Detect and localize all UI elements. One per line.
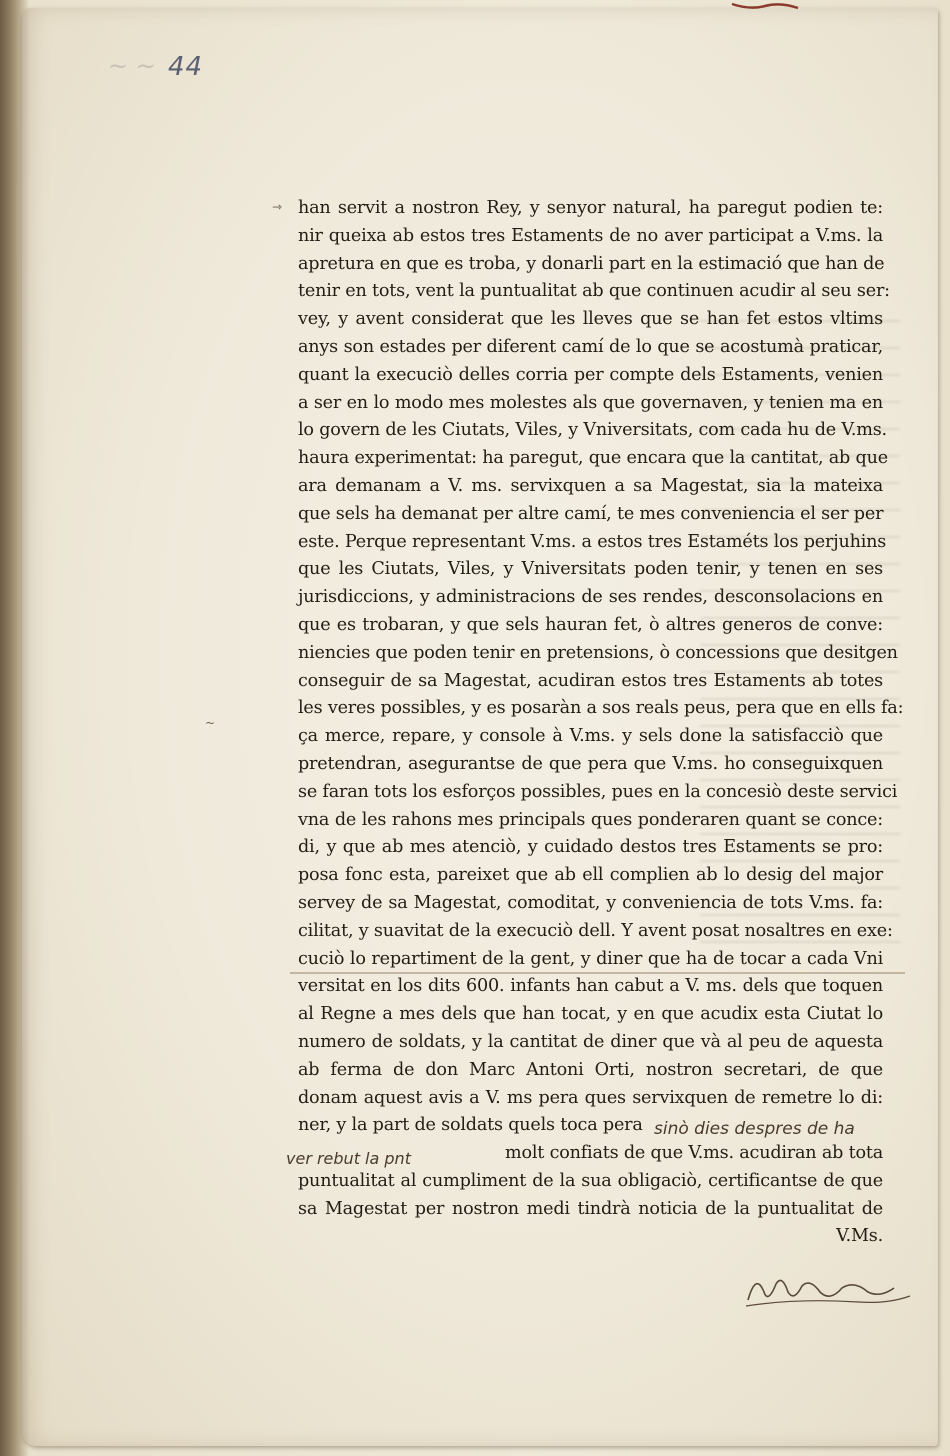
- text-line: cilitat, y suavitat de la execuciò dell. Y avent posat nosaltres en exe:: [298, 920, 893, 941]
- text-line: numero de soldats, y la cantitat de diner que và al peu de aquesta: [298, 1031, 883, 1052]
- folio-number: 44: [168, 52, 204, 82]
- text-line: di, y que ab mes atenciò, y cuidado destos tres Estaments se pro:: [298, 837, 883, 858]
- page-crease: [290, 972, 905, 974]
- text-line: vey, y avent considerat que les lleves que se han fet estos vltims: [298, 309, 883, 330]
- text-line: puntualitat al cumpliment de la sua obligaciò, certificantse de que: [298, 1170, 883, 1191]
- text-line: conseguir de sa Magestat, acudiran estos tres Estaments ab totes: [298, 670, 883, 691]
- text-line: apretura en que es troba, y donarli part en la estimació que han de: [298, 253, 885, 274]
- folio-ghost-mark: ~ ~: [108, 52, 156, 80]
- text-line: vna de les rahons mes principals ques ponderaren quant se conce:: [298, 809, 883, 830]
- text-line: posa fonc esta, pareixet que ab ell complien ab lo desig del major: [298, 865, 883, 886]
- text-line: ab ferma de don Marc Antoni Orti, nostron secretari, de que: [298, 1059, 883, 1080]
- text-line: ner, y la part de soldats quels toca pera: [298, 1115, 643, 1136]
- text-line: ça merce, repare, y console à V.ms. y sels done la satisfacciò que: [298, 726, 883, 747]
- text-line: lo govern de les Ciutats, Viles, y Vniversitats, com cada hu de V.ms.: [298, 420, 887, 441]
- text-line: niencies que poden tenir en pretensions, ò concessions que desitgen: [298, 642, 898, 663]
- text-line: versitat en los dits 600. infants han cabut a V. ms. dels que toquen: [298, 976, 883, 997]
- text-line: quant la execuciò delles corria per compte dels Estaments, venien: [298, 364, 883, 385]
- text-line: sa Magestat per nostron medi tindrà noticia de la puntualitat de: [298, 1198, 883, 1219]
- text-line: haura experimentat: ha paregut, que encara que la cantitat, ab que: [298, 448, 888, 469]
- handwritten-signature-icon: [738, 1262, 918, 1312]
- closing-salutation: V.Ms.: [836, 1226, 883, 1247]
- text-line: jurisdiccions, y administracions de ses rendes, desconsolacions en: [298, 587, 883, 608]
- top-edge-mark-icon: [730, 0, 800, 14]
- text-line-tail: molt confiats de que V.ms. acudiran ab tota: [505, 1143, 883, 1164]
- text-line: han servit a nostron Rey, y senyor natural, ha paregut podien te:: [298, 198, 883, 218]
- text-line: nir queixa ab estos tres Estaments de no aver participat a V.ms. la: [298, 225, 883, 246]
- text-line: les veres possibles, y es posaràn a sos reals peus, pera que en ells fa:: [298, 698, 904, 719]
- text-line: servey de sa Magestat, comoditat, y conveniencia de tots V.ms. fa:: [298, 892, 883, 913]
- text-line: a ser en lo modo mes molestes als que governaven, y tenien ma en: [298, 392, 883, 413]
- text-line: este. Perque representant V.ms. a estos tres Estaméts los perjuhins: [298, 531, 887, 552]
- text-line: tenir en tots, vent la puntualitat ab que continuen acudir al seu ser:: [298, 281, 890, 302]
- text-line: pretendran, asegurantse de que pera que V.ms. ho conseguixquen: [298, 753, 883, 774]
- text-line: que sels ha demanat per altre camí, te mes conveniencia el ser per: [298, 503, 884, 524]
- text-line: ara demanam a V. ms. servixquen a sa Magestat, sia la mateixa: [298, 475, 883, 496]
- text-line: cuciò lo repartiment de la gent, y diner que ha de tocar a cada Vni: [298, 948, 883, 969]
- handwritten-insert: ver rebut la pnt: [286, 1149, 411, 1168]
- handwritten-insert: sinò dies despres de ha: [654, 1119, 855, 1139]
- text-line: que es trobaran, y que sels hauran fet, ò altres generos de conve:: [298, 614, 883, 635]
- text-line: donam aquest avis a V. ms pera ques servixquen de remetre lo di:: [298, 1087, 883, 1108]
- text-line: al Regne a mes dels que han tocat, y en que acudix esta Ciutat lo: [298, 1004, 883, 1025]
- text-line: anys son estades per diferent camí de lo que se acostumà praticar,: [298, 336, 883, 357]
- text-line: se faran tots los esforços possibles, pues en la concesiò deste servici: [298, 781, 898, 802]
- margin-mark-icon: ~: [205, 716, 216, 730]
- printed-text-block: [298, 195, 904, 1251]
- margin-mark-icon: ⇾: [272, 200, 283, 214]
- text-line: que les Ciutats, Viles, y Vniversitats poden tenir, y tenen en ses: [298, 559, 883, 580]
- spine-shadow: [0, 0, 30, 1456]
